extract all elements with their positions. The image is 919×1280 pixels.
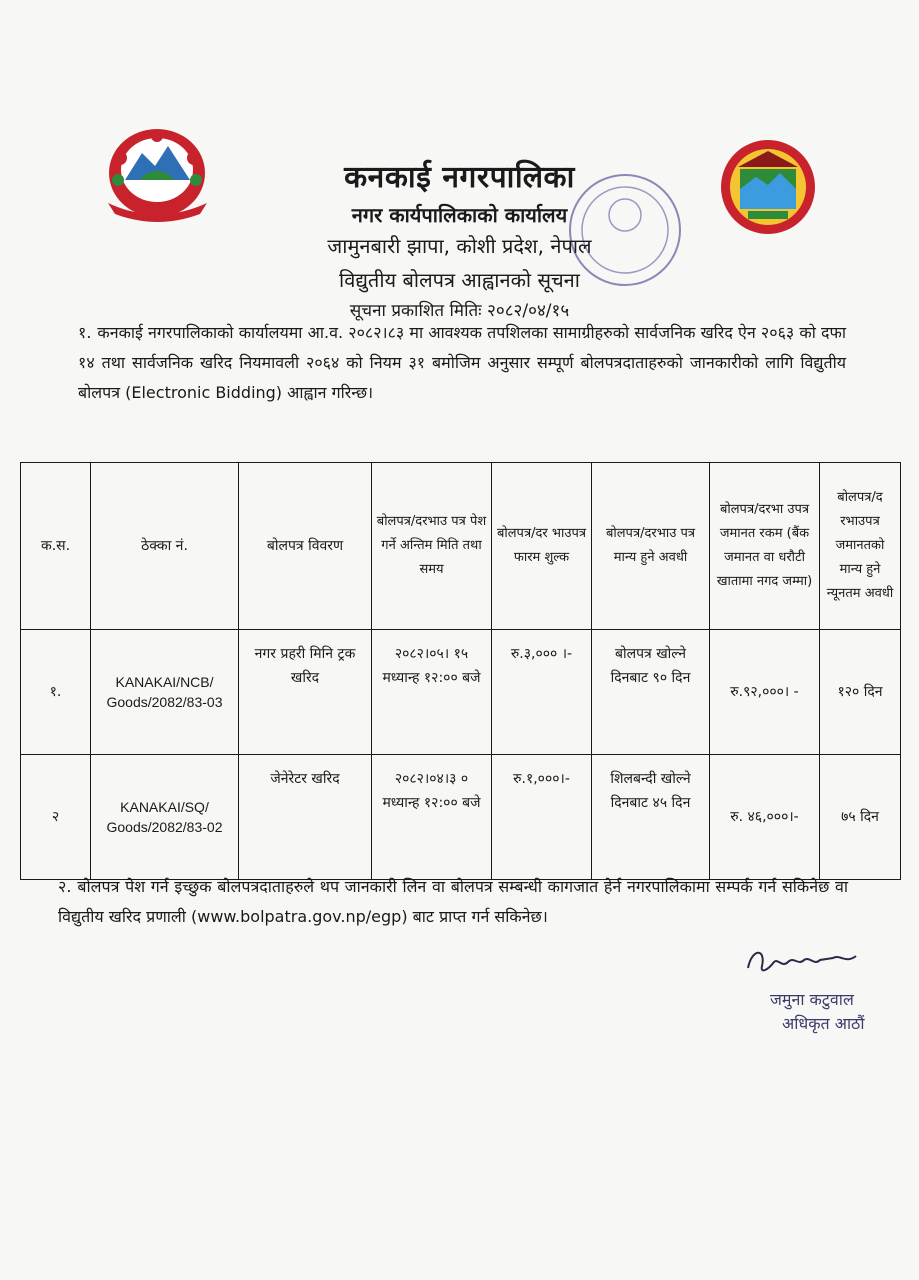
cell-deadline: २०८२।०५। १५ मध्यान्ह १२:०० बजे [372,630,492,755]
cell-security: रु. ४६,०००।- [710,755,820,880]
table-row [21,630,901,755]
cell-description: जेनेरेटर खरिद [239,755,372,880]
paragraph-2 [58,872,848,932]
cell-contract-no: KANAKAI/SQ/ Goods/2082/83-02 [91,755,239,880]
cell-security: रु.९२,०००। - [710,630,820,755]
bid-table [20,462,901,880]
paragraph-2-number: २. [58,877,72,896]
cell-security-validity: १२० दिन [820,630,901,755]
header-validity: बोलपत्र/दरभाउ पत्र मान्य हुने अवधी [592,463,710,630]
paragraph-1-text: कनकाई नगरपालिकाको कार्यालयमा आ.व. २०८२।८३ मा आवश्यक तपशिलका सामाग्रीहरुको सार्वजनिक खरिद ऐन २०६३ को दफा १४ तथा सार्वजनिक खरिद नियमावली २०६४ को नियम ३१ बमोजिम अनुसार सम्पूर्ण बोलपत्रदाताहरुको जानकारीको लागि विद्युतीय बोलपत्र (Electronic Bidding) आह्वान गरिन्छ। [78,323,846,402]
cell-contract-no: KANAKAI/NCB/ Goods/2082/83-03 [91,630,239,755]
notice-title: विद्युतीय बोलपत्र आह्वानको सूचना [339,268,580,292]
table-row [21,755,901,880]
cell-fee: रु.३,००० ।- [492,630,592,755]
signature-scribble-icon [738,940,868,980]
office-subtitle: नगर कार्यपालिकाको कार्यालय [351,203,568,227]
cell-sn: १. [21,630,91,755]
cell-validity: शिलबन्दी खोल्ने दिनबाट ४५ दिन [592,755,710,880]
cell-sn: २ [21,755,91,880]
cell-security-validity: ७५ दिन [820,755,901,880]
header-security: बोलपत्र/दरभा उपत्र जमानत रकम (बैंक जमानत वा धरौटी खातामा नगद जम्मा) [710,463,820,630]
signatory-name: जमुना कटुवाल [770,990,854,1009]
header-security-validity: बोलपत्र/द रभाउपत्र जमानतको मान्य हुने न्यूनतम अवधी [820,463,901,630]
paragraph-2-text: बोलपत्र पेश गर्न इच्छुक बोलपत्रदाताहरुले थप जानकारी लिन वा बोलपत्र सम्बन्धी कागजात हेर्न नगरपालिकामा सम्पर्क गर्न सकिनेछ वा विद्युतीय खरिद प्रणाली (www.bolpatra.gov.np/egp) बाट प्राप्त गर्न सकिनेछ। [58,877,848,926]
paragraph-1-number: १. [78,323,92,342]
signatory-designation: अधिकृत आठौं [782,1014,865,1033]
cell-description: नगर प्रहरी मिनि ट्रक खरिद [239,630,372,755]
header-sn: क.स. [21,463,91,630]
cell-validity: बोलपत्र खोल्ने दिनबाट ९० दिन [592,630,710,755]
publish-date: सूचना प्रकाशित मितिः २०८२/०४/१५ [349,301,570,321]
paragraph-1 [78,318,846,408]
header-contract-no: ठेक्का नं. [91,463,239,630]
header-description: बोलपत्र विवरण [239,463,372,630]
header-fee: बोलपत्र/दर भाउपत्र फारम शुल्क [492,463,592,630]
office-title: कनकाई नगरपालिका [344,160,575,195]
cell-fee: रु.१,०००।- [492,755,592,880]
table-header-row [21,463,901,630]
cell-deadline: २०८२।०४।३ ० मध्यान्ह १२:०० बजे [372,755,492,880]
header-deadline: बोलपत्र/दरभाउ पत्र पेश गर्ने अन्तिम मिति तथा समय [372,463,492,630]
office-address: जामुनबारी झापा, कोशी प्रदेश, नेपाल [327,234,592,258]
